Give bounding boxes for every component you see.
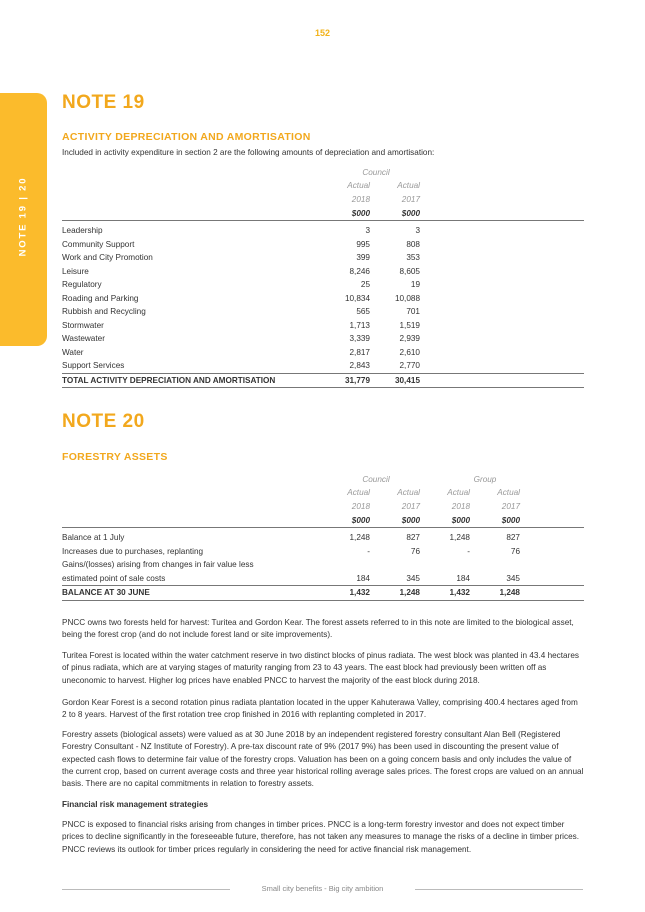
row-value-2017: 2,939 — [399, 334, 420, 344]
note19-header-council: Council — [362, 168, 390, 178]
note20-header-col1-unit: $000 — [351, 515, 370, 525]
row-group-2017: 76 — [510, 546, 520, 556]
row-label: Balance at 1 July — [62, 528, 302, 545]
row-group-2018: 184 — [456, 573, 470, 583]
row-label: Roading and Parking — [62, 293, 139, 303]
total-value-2017: 30,415 — [370, 373, 420, 388]
row-label: estimated point of sale costs — [62, 573, 166, 583]
side-tab-label-wrap — [13, 176, 33, 256]
total-value-2018: 31,779 — [302, 373, 370, 388]
table-row — [62, 558, 584, 572]
row-value-2018: 2,817 — [349, 347, 370, 357]
note20-header-col3-actual: Actual — [447, 488, 470, 498]
row-group-2018: - — [467, 546, 470, 556]
note19-header-actual-row — [62, 180, 584, 194]
note20-paragraph: Turitea Forest is located within the water catchment reserve in two distinct blocks of pinus radiata. The west block was planted in 43.4 hectares of pinus radiata, which are at varying stages of maturity ranging from 23 to 43 years. The east block had previously been written off as uneconomic to harvest. Higher log prices have enabled PNCC to harvest the majority of the east block during 2018. — [62, 651, 579, 685]
note20-header-col2-unit: $000 — [401, 515, 420, 525]
row-value-2017: 8,605 — [399, 266, 420, 276]
row-value-2017: 2,610 — [399, 347, 420, 357]
side-tab-label: NOTE 19 | 20 — [17, 176, 29, 256]
row-value-2017: 10,088 — [394, 293, 420, 303]
table-row — [62, 221, 584, 238]
row-label: Regulatory — [62, 280, 102, 290]
table-row — [62, 292, 584, 306]
table-row — [62, 359, 584, 373]
note19-title: NOTE 19 — [62, 92, 145, 113]
note20-table — [62, 473, 584, 601]
row-label: Gains/(losses) arising from changes in fair value less — [62, 560, 254, 570]
risk-heading: Financial risk management strategies — [62, 800, 209, 809]
page-number: 152 — [314, 28, 331, 38]
note20-header-actual-row — [62, 487, 584, 501]
note19-header-col1-actual: Actual — [347, 181, 370, 191]
row-label: Leisure — [62, 266, 89, 276]
total-label: BALANCE AT 30 JUNE — [62, 586, 302, 601]
row-label: Water — [62, 347, 84, 357]
risk-paragraph: PNCC is exposed to financial risks arising from changes in timber prices. PNCC is a long-term forestry investor and does not expect timber prices to decline significantly in the foreseeable future, therefore, has not taken any measures to manage the risks of a decline in timber prices. PNCC reviews its outlook for timber prices regularly in considering the need for active financial risk management. — [62, 820, 579, 854]
note20-header-col1-actual: Actual — [347, 488, 370, 498]
row-label: Rubbish and Recycling — [62, 307, 146, 317]
row-value-2018: 10,834 — [344, 293, 370, 303]
total-row — [62, 373, 584, 388]
total-group-2018: 1,432 — [420, 586, 470, 601]
row-value-2018: 1,713 — [349, 320, 370, 330]
note20-header-col4-year: 2017 — [501, 501, 520, 511]
row-council-2018: 1,248 — [302, 528, 370, 545]
row-council-2018: - — [367, 546, 370, 556]
table-row — [62, 251, 584, 265]
table-row — [62, 265, 584, 279]
note19-header-group-row — [62, 166, 584, 180]
note20-header-col2-actual: Actual — [397, 488, 420, 498]
table-row — [62, 528, 584, 545]
row-group-2018: 1,248 — [420, 528, 470, 545]
row-council-2017: 827 — [370, 528, 420, 545]
note20-header-group: Group — [473, 475, 497, 485]
row-value-2017: 19 — [410, 280, 420, 290]
row-value-2018: 3,339 — [349, 334, 370, 344]
row-value-2018: 2,843 — [349, 361, 370, 371]
total-label: TOTAL ACTIVITY DEPRECIATION AND AMORTISATION — [62, 373, 302, 388]
row-label: Stormwater — [62, 320, 104, 330]
total-council-2017: 1,248 — [370, 586, 420, 601]
note20-header-col2-year: 2017 — [401, 501, 420, 511]
note19-intro: Included in activity expenditure in section 2 are the following amounts of depreciation and amortisation: — [62, 148, 435, 157]
note20-title: NOTE 20 — [62, 411, 145, 432]
table-row — [62, 572, 584, 586]
note20-header-year-row — [62, 500, 584, 514]
row-label: Work and City Promotion — [62, 253, 153, 263]
note19-header-col1-unit: $000 — [351, 208, 370, 218]
row-label: Leadership — [62, 221, 302, 238]
table-row — [62, 545, 584, 559]
note20-paragraph: Forestry assets (biological assets) were valued as at 30 June 2018 by an independent registered forestry consultant Alan Bell (Registered Forestry Consultant - NZ Institute of Forestry). A pre-tax discount rate of 9% (2017 9%) has been used in discounting the present value of expected cash flows to determine fair value of the forestry crops. Valuation has been on a going concern basis and only includes the value of the current crop, based on current average costs and three year historical rolling average sales prices. The forest crops are valued on an annual basis. There are no capital commitments in relation to forestry assets. — [62, 730, 584, 789]
note20-header-col3-unit: $000 — [451, 515, 470, 525]
table-row — [62, 319, 584, 333]
row-group-2017: 345 — [506, 573, 520, 583]
row-label: Support Services — [62, 361, 125, 371]
note19-subtitle: ACTIVITY DEPRECIATION AND AMORTISATION — [62, 131, 311, 143]
row-value-2017: 3 — [370, 221, 420, 238]
row-value-2017: 1,519 — [399, 320, 420, 330]
table-row — [62, 332, 584, 346]
row-council-2018 — [302, 558, 370, 572]
table-row — [62, 278, 584, 292]
row-value-2017: 2,770 — [399, 361, 420, 371]
note20-subtitle: FORESTRY ASSETS — [62, 451, 168, 463]
note20-paragraph: Gordon Kear Forest is a second rotation pinus radiata plantation located in the upper Kahuterawa Valley, comprising 400.4 hectares aged from 2 to 8 years. Harvest of the first rotation tree crop finished in 2016 with replanting completed in 2017. — [62, 698, 578, 720]
note20-header-col1-year: 2018 — [351, 501, 370, 511]
row-label: Community Support — [62, 239, 135, 249]
note19-header-col2-actual: Actual — [397, 181, 420, 191]
row-group-2018 — [420, 558, 470, 572]
row-value-2018: 995 — [356, 239, 370, 249]
note20-paragraph: PNCC owns two forests held for harvest: Turitea and Gordon Kear. The forest assets referred to in this note are limited to the biological asset, being the forest crop (and do not include forest land or site improvements). — [62, 618, 574, 640]
row-value-2018: 8,246 — [349, 266, 370, 276]
row-group-2017: 827 — [470, 528, 520, 545]
note20-header-col4-unit: $000 — [501, 515, 520, 525]
total-council-2018: 1,432 — [302, 586, 370, 601]
note20-header-col3-year: 2018 — [451, 501, 470, 511]
note19-header-year-row — [62, 193, 584, 207]
row-value-2018: 25 — [360, 280, 370, 290]
note20-header-unit-row — [62, 514, 584, 528]
row-council-2018: 184 — [356, 573, 370, 583]
table-row — [62, 238, 584, 252]
table-row — [62, 346, 584, 360]
row-value-2018: 3 — [302, 221, 370, 238]
note20-header-council: Council — [362, 475, 390, 485]
row-value-2018: 399 — [356, 253, 370, 263]
note19-header-unit-row — [62, 207, 584, 221]
note19-header-col1-year: 2018 — [351, 194, 370, 204]
row-council-2017: 345 — [406, 573, 420, 583]
note19-header-col2-unit: $000 — [401, 208, 420, 218]
row-value-2017: 353 — [406, 253, 420, 263]
row-council-2017 — [370, 558, 420, 572]
footer-tagline: Small city benefits - Big city ambition — [261, 884, 384, 893]
note20-header-group-row — [62, 473, 584, 487]
row-council-2017: 76 — [410, 546, 420, 556]
total-row — [62, 586, 584, 601]
note20-header-col4-actual: Actual — [497, 488, 520, 498]
row-value-2017: 701 — [406, 307, 420, 317]
row-label: Wastewater — [62, 334, 105, 344]
row-value-2018: 565 — [356, 307, 370, 317]
total-group-2017: 1,248 — [470, 586, 520, 601]
note19-table — [62, 166, 584, 388]
row-value-2017: 808 — [406, 239, 420, 249]
table-row — [62, 305, 584, 319]
row-label: Increases due to purchases, replanting — [62, 546, 204, 556]
note19-header-col2-year: 2017 — [401, 194, 420, 204]
row-group-2017 — [470, 558, 520, 572]
